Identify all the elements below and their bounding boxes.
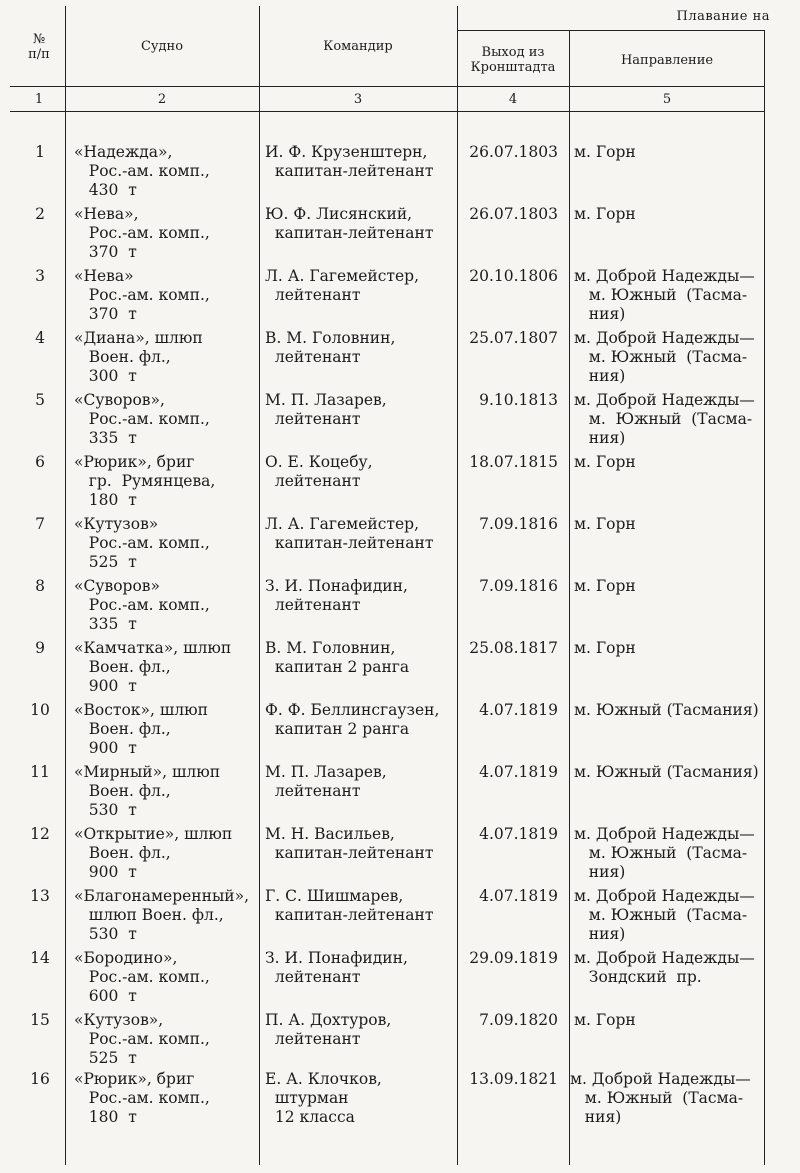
group-title: Плавание на	[676, 9, 770, 24]
header-col-direction: Направление	[620, 53, 714, 68]
col-number-2: 2	[157, 92, 167, 107]
commander-cell: В. М. Головнин, капитан 2 ранга	[265, 639, 410, 676]
table-row	[0, 887, 800, 949]
ship-cell: «Восток», шлюп Воен. фл., 900 т	[74, 701, 208, 757]
commander-cell: З. И. Понафидин, лейтенант	[265, 949, 408, 986]
commander-cell: Л. А. Гагемейстер, капитан-лейтенант	[265, 515, 434, 552]
col-number-3: 3	[353, 92, 363, 107]
departure-date: 25.08.1817	[469, 639, 558, 657]
departure-date: 9.10.1813	[479, 391, 558, 409]
ship-cell: «Благонамеренный», шлюп Воен. фл., 530 т	[74, 887, 250, 943]
header-rule	[10, 86, 764, 87]
departure-date: 13.09.1821	[469, 1070, 558, 1088]
commander-cell: Е. А. Клочков, штурман 12 класса	[265, 1070, 382, 1126]
table-row	[0, 267, 800, 329]
col-number-4: 4	[508, 92, 518, 107]
table-row	[0, 1070, 800, 1132]
row-number: 15	[30, 1011, 50, 1029]
row-number: 3	[35, 267, 45, 285]
table-row	[0, 329, 800, 391]
commander-cell: М. Н. Васильев, капитан-лейтенант	[265, 825, 434, 862]
ship-cell: «Мирный», шлюп Воен. фл., 530 т	[74, 763, 221, 819]
departure-date: 7.09.1816	[479, 577, 558, 595]
number-row-rule	[10, 111, 764, 112]
direction-cell: м. Доброй Надежды— Зондский пр.	[574, 949, 755, 986]
departure-date: 4.07.1819	[479, 825, 558, 843]
commander-cell: Ю. Ф. Лисянский, капитан-лейтенант	[265, 205, 434, 242]
ship-cell: «Надежда», Рос.-ам. комп., 430 т	[74, 143, 210, 199]
col-number-1: 1	[34, 92, 44, 107]
departure-date: 4.07.1819	[479, 701, 558, 719]
table-row	[0, 763, 800, 825]
table-row	[0, 577, 800, 639]
header-col-no: № п/п	[28, 32, 50, 62]
commander-cell: В. М. Головнин, лейтенант	[265, 329, 396, 366]
commander-cell: М. П. Лазарев, лейтенант	[265, 391, 387, 428]
direction-cell: м. Горн	[574, 1011, 636, 1029]
table-row	[0, 701, 800, 763]
direction-cell: м. Горн	[574, 143, 636, 161]
ship-cell: «Открытие», шлюп Воен. фл., 900 т	[74, 825, 233, 881]
row-number: 16	[30, 1070, 50, 1088]
departure-date: 25.07.1807	[469, 329, 558, 347]
departure-date: 29.09.1819	[469, 949, 558, 967]
ship-cell: «Бородино», Рос.-ам. комп., 600 т	[74, 949, 210, 1005]
group-header-rule	[458, 30, 764, 31]
direction-cell: м. Горн	[574, 453, 636, 471]
direction-cell: м. Южный (Тасмания)	[574, 763, 759, 781]
direction-cell: м. Доброй Надежды— м. Южный (Тасма- ния)	[574, 825, 755, 881]
departure-date: 26.07.1803	[469, 205, 558, 223]
departure-date: 18.07.1815	[469, 453, 558, 471]
commander-cell: О. Е. Коцебу, лейтенант	[265, 453, 373, 490]
table-row	[0, 515, 800, 577]
ship-cell: «Суворов» Рос.-ам. комп., 335 т	[74, 577, 210, 633]
departure-date: 4.07.1819	[479, 887, 558, 905]
row-number: 4	[35, 329, 45, 347]
table-row	[0, 1011, 800, 1073]
commander-cell: П. А. Дохтуров, лейтенант	[265, 1011, 392, 1048]
table-row	[0, 143, 800, 205]
table-row	[0, 825, 800, 887]
ship-cell: «Рюрик», бриг Рос.-ам. комп., 180 т	[74, 1070, 210, 1126]
ship-cell: «Суворов», Рос.-ам. комп., 335 т	[74, 391, 210, 447]
direction-cell: м. Южный (Тасмания)	[574, 701, 759, 719]
commander-cell: Ф. Ф. Беллинсгаузен, капитан 2 ранга	[265, 701, 440, 738]
ship-cell: «Рюрик», бриг гр. Румянцева, 180 т	[74, 453, 216, 509]
row-number: 10	[30, 701, 50, 719]
table-row	[0, 949, 800, 1011]
ship-cell: «Камчатка», шлюп Воен. фл., 900 т	[74, 639, 232, 695]
direction-cell: м. Доброй Надежды— м. Южный (Тасма- ния)	[574, 329, 755, 385]
direction-cell: м. Доброй Надежды— м. Южный (Тасма- ния)	[574, 887, 755, 943]
row-number: 2	[35, 205, 45, 223]
departure-date: 7.09.1820	[479, 1011, 558, 1029]
row-number: 7	[35, 515, 45, 533]
row-number: 13	[30, 887, 50, 905]
departure-date: 26.07.1803	[469, 143, 558, 161]
col-number-5: 5	[662, 92, 672, 107]
table-row	[0, 639, 800, 701]
direction-cell: м. Горн	[574, 205, 636, 223]
row-number: 8	[35, 577, 45, 595]
departure-date: 7.09.1816	[479, 515, 558, 533]
departure-date: 4.07.1819	[479, 763, 558, 781]
row-number: 12	[30, 825, 50, 843]
row-number: 9	[35, 639, 45, 657]
header-col-commander: Командир	[323, 39, 393, 54]
row-number: 11	[30, 763, 50, 781]
row-number: 6	[35, 453, 45, 471]
table-row	[0, 391, 800, 453]
departure-date: 20.10.1806	[469, 267, 558, 285]
table-row	[0, 205, 800, 267]
direction-cell: м. Горн	[574, 639, 636, 657]
commander-cell: Г. С. Шишмарев, капитан-лейтенант	[265, 887, 434, 924]
commander-cell: И. Ф. Крузенштерн, капитан-лейтенант	[265, 143, 434, 180]
direction-cell: м. Горн	[574, 577, 636, 595]
direction-cell: м. Горн	[574, 515, 636, 533]
row-number: 1	[35, 143, 45, 161]
row-number: 14	[30, 949, 50, 967]
table-row	[0, 453, 800, 515]
commander-cell: З. И. Понафидин, лейтенант	[265, 577, 408, 614]
ship-cell: «Нева», Рос.-ам. комп., 370 т	[74, 205, 210, 261]
direction-cell: м. Доброй Надежды— м. Южный (Тасма- ния)	[574, 267, 755, 323]
ship-cell: «Кутузов», Рос.-ам. комп., 525 т	[74, 1011, 210, 1067]
commander-cell: Л. А. Гагемейстер, лейтенант	[265, 267, 420, 304]
header-col-departure: Выход из Кронштадта	[470, 45, 556, 75]
ship-cell: «Нева» Рос.-ам. комп., 370 т	[74, 267, 210, 323]
header-col-ship: Судно	[140, 39, 184, 54]
ship-cell: «Кутузов» Рос.-ам. комп., 525 т	[74, 515, 210, 571]
ship-cell: «Диана», шлюп Воен. фл., 300 т	[74, 329, 203, 385]
direction-cell: м. Доброй Надежды— м. Южный (Тасма- ния)	[574, 391, 755, 447]
direction-cell: м. Доброй Надежды— м. Южный (Тасма- ния)	[570, 1070, 751, 1126]
row-number: 5	[35, 391, 45, 409]
commander-cell: М. П. Лазарев, лейтенант	[265, 763, 387, 800]
